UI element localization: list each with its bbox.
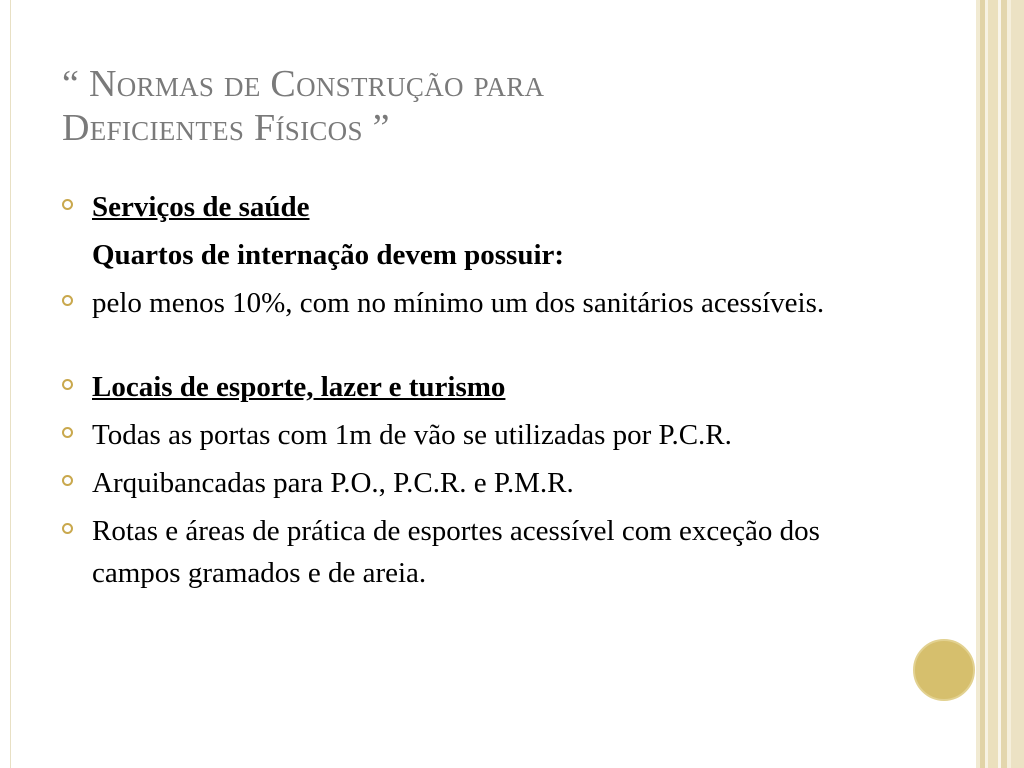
list-item-text: Todas as portas com 1m de vão se utilizadas por P.C.R. [92, 419, 732, 451]
section-heading-servicos: Serviços de saúde [92, 191, 310, 223]
spacer [62, 330, 872, 366]
list-item-text: pelo menos 10%, com no mínimo um dos sanitários acessíveis. [92, 287, 825, 319]
title-line-2: Deficientes Físicos ” [62, 107, 390, 149]
gold-circle-icon [913, 639, 975, 701]
list-item-arquibancadas [62, 462, 872, 504]
list-item-text: Rotas e áreas de prática de esportes acessível com exceção dos campos gramados e de areia. [92, 515, 820, 589]
list-item-rotas [62, 510, 872, 594]
ring-bullet-icon [62, 199, 73, 210]
list-item-text: Arquibancadas para P.O., P.C.R. e P.M.R. [92, 467, 574, 499]
ring-bullet-icon [62, 475, 73, 486]
slide-title [62, 62, 902, 150]
ring-bullet-icon [62, 295, 73, 306]
subheading-quartos [62, 234, 872, 276]
left-margin-line [10, 0, 11, 768]
list-item-portas [62, 414, 872, 456]
ring-bullet-icon [62, 427, 73, 438]
subheading-quartos-text: Quartos de internação devem possuir: [92, 239, 565, 271]
title-line-1: “ Normas de Construção para [62, 63, 545, 105]
slide-content [62, 186, 872, 600]
section-heading-locais: Locais de esporte, lazer e turismo [92, 371, 506, 403]
ring-bullet-icon [62, 379, 73, 390]
right-decorative-stripes [976, 0, 1024, 768]
list-item-locais-de-esporte [62, 366, 872, 408]
list-item-sanitarios [62, 282, 872, 324]
ring-bullet-icon [62, 523, 73, 534]
list-item-servicos-de-saude [62, 186, 872, 228]
